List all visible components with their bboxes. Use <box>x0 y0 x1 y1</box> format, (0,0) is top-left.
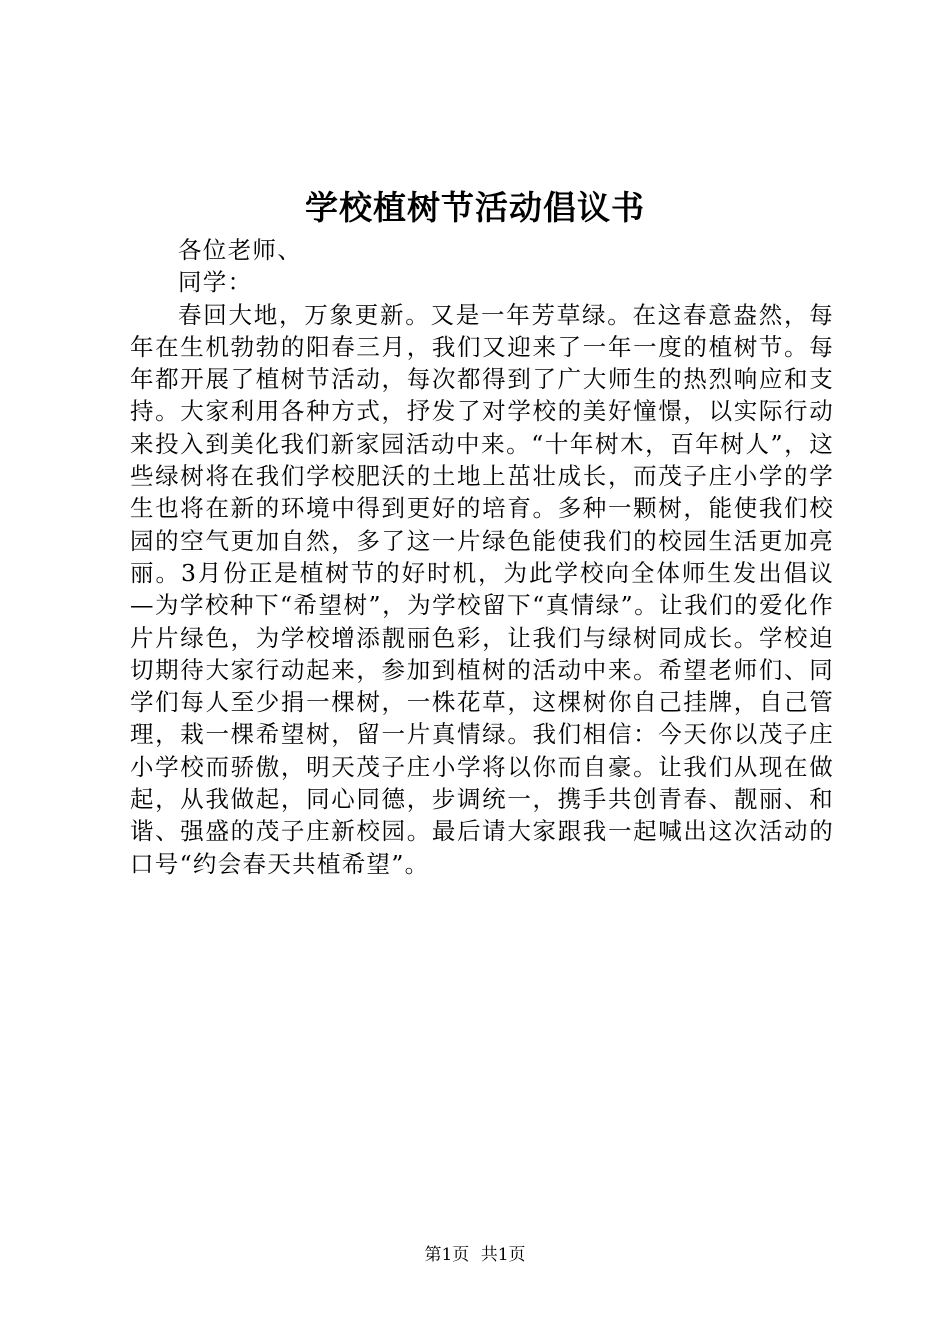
document-body <box>130 234 834 880</box>
body-paragraph: 春回大地，万象更新。又是一年芳草绿。在这春意盎然，每年在生机勃勃的阳春三月，我们又迎来了一年一度的植树节。每年都开展了植树节活动，每次都得到了广大师生的热烈响应和支持。大家利用各种方式，抒发了对学校的美好憧憬，以实际行动来投入到美化我们新家园活动中来。“十年树木，百年树人”，这些绿树将在我们学校肥沃的土地上茁壮成长，而茂子庄小学的学生也将在新的环境中得到更好的培育。多种一颗树，能使我们校园的空气更加自然，多了这一片绿色能使我们的校园生活更加亮丽。3月份正是植树节的好时机，为此学校向全体师生发出倡议—为学校种下“希望树”，为学校留下“真情绿”。让我们的爱化作片片绿色，为学校增添靓丽色彩，让我们与绿树同成长。学校迫切期待大家行动起来，参加到植树的活动中来。希望老师们、同学们每人至少捐一棵树，一株花草，这棵树你自己挂牌，自己管理，栽一棵希望树，留一片真情绿。我们相信：今天你以茂子庄小学校而骄傲，明天茂子庄小学将以你而自豪。让我们从现在做起，从我做起，同心同德，步调统一，携手共创青春、靓丽、和谐、强盛的茂子庄新校园。最后请大家跟我一起喊出这次活动的口号“约会春天共植希望”。 <box>130 300 834 878</box>
page-title: 学校植树节活动倡议书 <box>305 188 645 227</box>
salutation-line-1: 各位老师、 <box>178 236 302 264</box>
page-footer: 第1页 共1页 <box>424 1245 526 1265</box>
salutation-line-2: 同学： <box>178 268 253 297</box>
